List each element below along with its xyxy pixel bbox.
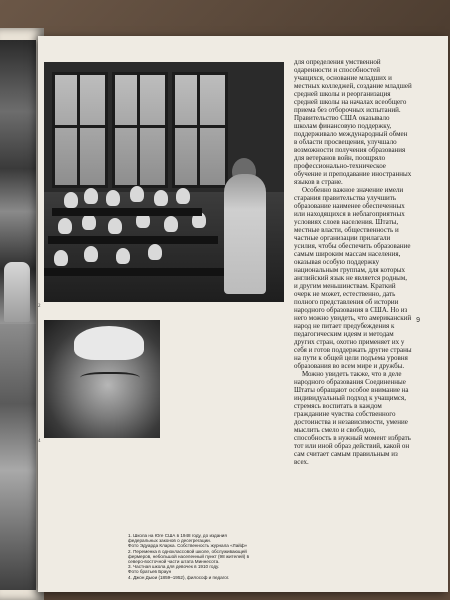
desk-row (52, 208, 202, 216)
photo-captions (128, 533, 256, 580)
left-page-figure (4, 262, 30, 322)
caption: 3. Частная школа для девочек в 1910 году. (128, 564, 220, 570)
desk-row (44, 268, 224, 276)
window (172, 72, 228, 188)
pupil (84, 188, 98, 204)
pupil (64, 192, 78, 208)
pupil (84, 246, 98, 262)
left-page-photo-bottom (0, 324, 36, 590)
portrait-glasses (80, 372, 140, 386)
paragraph: Особенно важное значение имели старания правительства улучшить образование наименее обеспеченных или находящихся в неблагоприятных условиях слоев населения. Штаты, местные власти, общественность и частные организации прилагали усилия, чтобы обеспечить образование самым широким массам населения, оказывая особую поддержку национальным группам, для которых английский язык не является родным, и другим меньшинствам. Краткий очерк не может, естественно, дать полного представления об истории народного образования в США. Но из него можно увидеть, что американский народ не питает предубеждения к педагогическим идеям и методам других стран, охотно применяет их у себя и готов поддержать другие страны на пути к общей цели подъема уровня образования во всем мире и дружбы. (294, 186, 412, 370)
right-page (38, 36, 448, 592)
window (112, 72, 168, 188)
pupil (108, 218, 122, 234)
portrait-photo (44, 320, 160, 438)
pupil (130, 186, 144, 202)
pupil (148, 244, 162, 260)
caption: 2. Переменка в одноклассовой школе, обслуживающей фермеров, небольшой населенный пункт (98 жителей) в северо-восточной части штата Миннесота. (128, 548, 250, 565)
window (52, 72, 108, 188)
figure-number: 2 (38, 304, 41, 309)
paragraph: Можно увидеть также, что в деле народного образования Соединенные Штаты обращают особое внимание на индивидуальный подход к учащимся, стремясь воспитать в каждом гражданине чувства собственного достоинства и независимости, умение мыслить смело и свободно, способность в нужный момент избрать тот или иной образ действий, какой он сам считает самым правильным из всех. (294, 370, 411, 466)
caption: 4. Джон Дьюи (1859–1952), философ и педагог. (128, 574, 230, 580)
paragraph: для определения умственной одаренности и способностей учащихся, основание младших и местных колледжей, создание младшей средней школы и реорганизация средней школы на началах всеобщего приема без отборочных испытаний. Правительство США оказывало школам финансовую поддержку, поддерживало международный обмен в области просвещения, улучшало возможности получения образования для ветеранов войн, поощряло профессионально-техническое обучение и преподавание иностранных языков в стране. (294, 58, 412, 186)
classroom-photo (44, 62, 284, 302)
pupil (54, 250, 68, 266)
teacher-figure (224, 174, 266, 294)
caption: Фото братьев Браун (128, 569, 172, 575)
pupil (176, 188, 190, 204)
pupil (106, 190, 120, 206)
pupil (164, 216, 178, 232)
figure-number: 4 (38, 439, 41, 444)
desk-row (48, 236, 218, 244)
body-text (294, 58, 412, 466)
caption: Фото Эдуарда Кларка. Собственность журнала «Лайф» (128, 543, 248, 549)
caption: 1. Школа на Юге США в 1948 году, до издания федеральных законов о десегрегации. (128, 533, 227, 544)
pupil (58, 218, 72, 234)
pupil (154, 190, 168, 206)
pupil (82, 214, 96, 230)
pupil (116, 248, 130, 264)
page-number: 9 (416, 317, 420, 324)
portrait-hair (74, 326, 144, 360)
